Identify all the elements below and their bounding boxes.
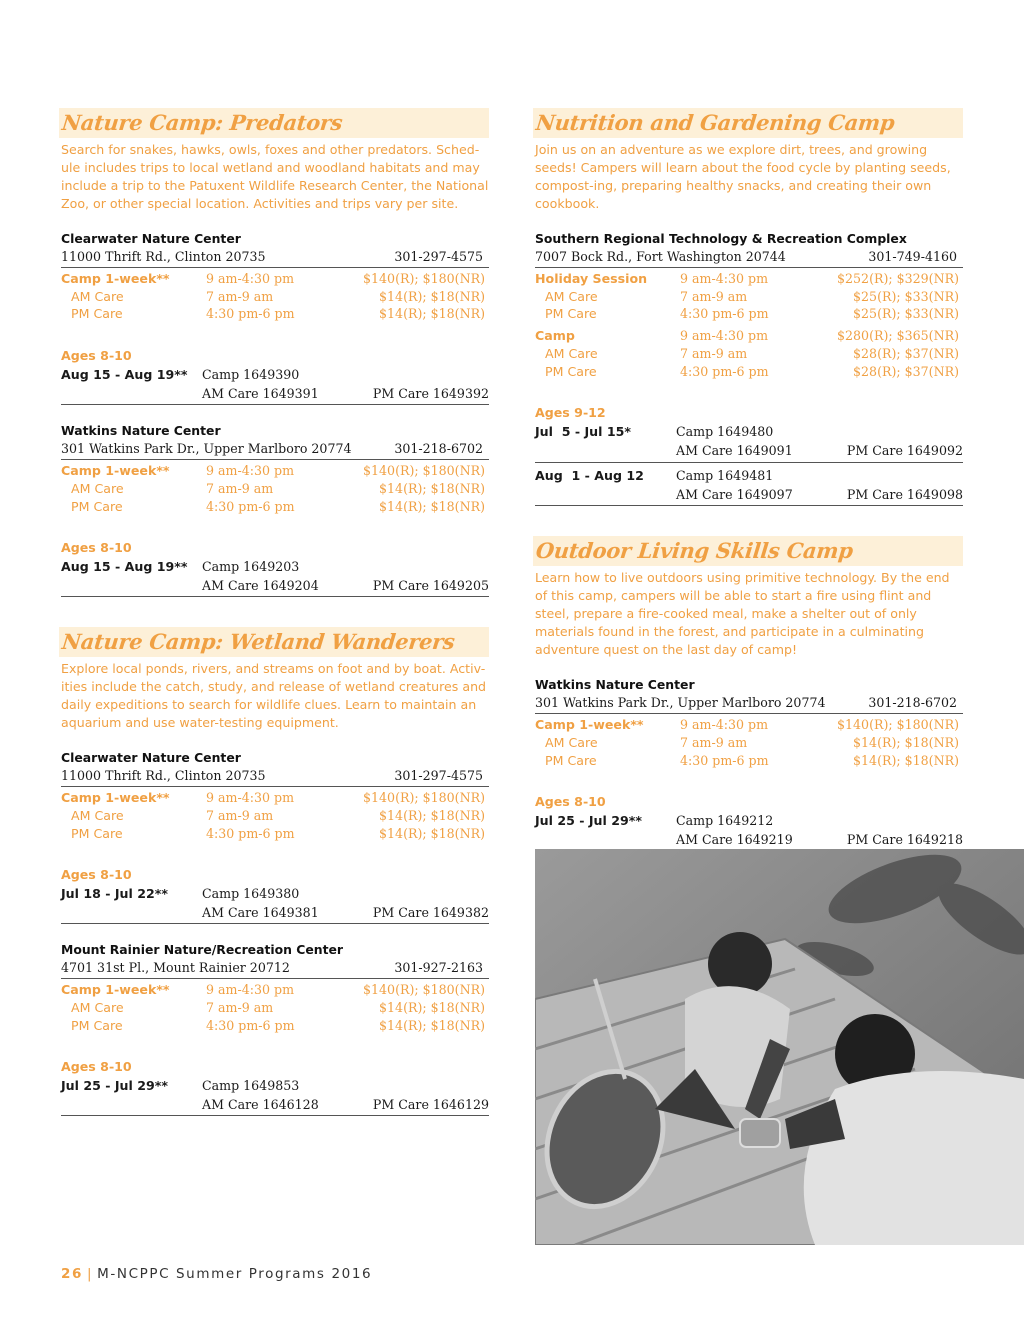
camp-code: Camp 1649481	[676, 468, 774, 484]
phone: 301-297-4575	[394, 768, 483, 784]
schedule-row	[535, 752, 963, 770]
schedule-price: $14(R); $18(NR)	[379, 1017, 485, 1033]
phone: 301-218-6702	[868, 695, 957, 711]
schedule-time: 4:30 pm-6 pm	[206, 498, 295, 514]
schedule-price: $14(R); $18(NR)	[379, 1000, 485, 1016]
camp-code: Camp 1649480	[676, 424, 774, 440]
section-title: Nature Camp: Predators	[60, 110, 344, 135]
location-name: Mount Rainier Nature/Recreation Center	[61, 942, 344, 958]
age-range: Ages 8-10	[61, 867, 132, 883]
session-row	[61, 1076, 489, 1095]
footer-separator: |	[87, 1266, 94, 1282]
schedule-price: $25(R); $33(NR)	[853, 306, 959, 322]
schedule-time: 4:30 pm-6 pm	[206, 825, 295, 841]
schedule-label: AM Care	[71, 1000, 124, 1016]
schedule-price: $280(R); $365(NR)	[837, 328, 959, 344]
schedule-row	[61, 462, 489, 480]
schedule-row	[61, 498, 489, 516]
session-block	[535, 811, 963, 851]
age-range: Ages 9-12	[535, 405, 606, 421]
session-row	[61, 384, 489, 403]
age-range: Ages 8-10	[61, 1059, 132, 1075]
location-block	[61, 749, 489, 924]
pm-care-code: PM Care 1649205	[372, 578, 489, 594]
phone: 301-297-4575	[394, 249, 483, 264]
schedule-price: $14(R); $18(NR)	[853, 734, 959, 750]
schedule-price: $140(R); $180(NR)	[363, 463, 485, 479]
schedule-time: 9 am-4:30 pm	[206, 271, 295, 286]
schedule-time: 7 am-9 am	[680, 288, 748, 304]
page-number: 26	[61, 1266, 83, 1282]
schedule-time: 4:30 pm-6 pm	[680, 306, 769, 322]
schedule-table	[61, 462, 489, 515]
session-row	[61, 365, 489, 384]
schedule-table	[61, 270, 489, 323]
section-banner	[59, 108, 489, 138]
schedule-price: $14(R); $18(NR)	[379, 480, 485, 496]
session-row	[535, 466, 963, 485]
schedule-label: Camp 1-week**	[61, 463, 170, 479]
schedule-row	[61, 288, 489, 306]
section-description: Explore local ponds, rivers, and streams on foot and by boat. Activ-ities include the catch, study, and release of wetland creatures and daily expeditions to search for wildlife clues. Learn to maintain an aquarium and use water-testing equipment.	[61, 661, 487, 731]
session-row	[535, 441, 963, 460]
schedule-price: $140(R); $180(NR)	[363, 271, 485, 286]
address-row	[535, 248, 963, 268]
camp-code: Camp 1649390	[202, 367, 300, 383]
age-range: Ages 8-10	[61, 348, 132, 364]
schedule-time: 9 am-4:30 pm	[680, 717, 769, 733]
address-row	[535, 694, 963, 714]
pm-care-code: PM Care 1646129	[372, 1097, 489, 1113]
schedule-label: Camp 1-week**	[61, 790, 170, 806]
session-row	[61, 884, 489, 903]
schedule-table	[61, 981, 489, 1034]
schedule-row	[61, 1017, 489, 1035]
schedule-time: 4:30 pm-6 pm	[680, 363, 769, 379]
pm-care-code: PM Care 1649382	[372, 905, 489, 921]
am-care-code: AM Care 1649219	[676, 832, 793, 848]
session-row	[61, 576, 489, 595]
schedule-label: PM Care	[71, 1017, 123, 1033]
address-row	[61, 767, 489, 787]
section-title: Nature Camp: Wetland Wanderers	[60, 629, 456, 655]
campers-photo	[535, 849, 1024, 1245]
session-block	[535, 422, 963, 463]
pm-care-code: PM Care 1649092	[846, 443, 963, 459]
schedule-table	[535, 270, 963, 380]
am-care-code: AM Care 1649204	[202, 578, 319, 594]
section-title: Nutrition and Gardening Camp	[534, 110, 896, 135]
session-block	[61, 884, 489, 924]
schedule-row	[61, 825, 489, 843]
schedule-label: Camp 1-week**	[61, 271, 170, 286]
schedule-price: $14(R); $18(NR)	[379, 807, 485, 823]
session-block	[535, 466, 963, 506]
location-block	[61, 941, 489, 1116]
session-row	[535, 485, 963, 504]
phone: 301-749-4160	[868, 249, 957, 264]
schedule-row	[61, 305, 489, 323]
section-banner	[533, 536, 963, 566]
schedule-label: Camp 1-week**	[61, 982, 170, 998]
location-block	[61, 230, 489, 405]
age-range: Ages 8-10	[535, 794, 606, 810]
section-banner	[533, 108, 963, 138]
session-row	[61, 903, 489, 922]
schedule-time: 7 am-9 am	[680, 345, 748, 361]
section-description: Search for snakes, hawks, owls, foxes and other predators. Sched-ule includes trips to local wetland and woodland habitats and may include a trip to the Patuxent Wildlife Research Center, the National Zoo, or other special location. Activities and trips vary per site.	[61, 142, 489, 211]
publication-title: M-NCPPC Summer Programs 2016	[97, 1266, 373, 1282]
schedule-table	[535, 716, 963, 769]
address: 11000 Thrift Rd., Clinton 20735	[61, 249, 266, 264]
pm-care-code: PM Care 1649098	[846, 487, 963, 503]
am-care-code: AM Care 1646128	[202, 1097, 319, 1113]
schedule-label: Camp 1-week**	[535, 717, 644, 733]
schedule-time: 4:30 pm-6 pm	[206, 306, 295, 322]
schedule-price: $140(R); $180(NR)	[837, 717, 959, 733]
schedule-time: 9 am-4:30 pm	[680, 328, 769, 344]
age-range: Ages 8-10	[61, 540, 132, 556]
section-description: Join us on an adventure as we explore dirt, trees, and growing seeds! Campers will learn about the food cycle by planting seeds, compost-ing, preparing healthy snacks, and creating their own cookbook.	[535, 142, 951, 211]
camp-code: Camp 1649212	[676, 813, 774, 829]
session-row	[61, 1095, 489, 1114]
session-row	[535, 830, 963, 849]
schedule-row	[61, 480, 489, 498]
schedule-label: PM Care	[71, 498, 123, 514]
schedule-price: $25(R); $33(NR)	[853, 288, 959, 304]
section-banner	[59, 627, 489, 657]
location-name: Watkins Nature Center	[535, 677, 695, 693]
schedule-label: PM Care	[545, 752, 597, 768]
address: 301 Watkins Park Dr., Upper Marlboro 20774	[61, 441, 352, 457]
schedule-row	[535, 734, 963, 752]
schedule-price: $14(R); $18(NR)	[379, 306, 485, 322]
schedule-label: Camp	[535, 328, 575, 344]
am-care-code: AM Care 1649097	[676, 487, 793, 503]
session-block	[61, 1076, 489, 1116]
schedule-label: AM Care	[545, 734, 598, 750]
schedule-row	[61, 789, 489, 807]
session-dates: Aug 1 - Aug 12	[535, 468, 644, 484]
schedule-time: 9 am-4:30 pm	[206, 982, 295, 998]
schedule-time: 4:30 pm-6 pm	[680, 752, 769, 768]
schedule-row	[535, 716, 963, 734]
location-name: Clearwater Nature Center	[61, 231, 241, 246]
schedule-label: AM Care	[71, 807, 124, 823]
location-name: Southern Regional Technology & Recreation Complex	[535, 231, 907, 246]
schedule-table	[61, 789, 489, 842]
schedule-row	[535, 305, 963, 323]
schedule-time: 7 am-9 am	[680, 734, 748, 750]
phone: 301-927-2163	[394, 960, 483, 976]
phone: 301-218-6702	[394, 441, 483, 457]
am-care-code: AM Care 1649391	[202, 386, 319, 402]
schedule-label: AM Care	[71, 480, 124, 496]
schedule-row	[61, 981, 489, 999]
section-title: Outdoor Living Skills Camp	[534, 538, 855, 564]
location-name: Clearwater Nature Center	[61, 750, 241, 766]
schedule-row	[535, 270, 963, 288]
session-dates: Aug 15 - Aug 19**	[61, 367, 188, 383]
session-dates: Jul 18 - Jul 22**	[61, 886, 168, 902]
schedule-label: PM Care	[71, 306, 123, 322]
schedule-time: 7 am-9 am	[206, 807, 274, 823]
address-row	[61, 248, 489, 268]
location-block	[535, 230, 963, 506]
schedule-price: $14(R); $18(NR)	[379, 288, 485, 304]
address-row	[61, 959, 489, 979]
schedule-label: AM Care	[71, 288, 124, 304]
schedule-row	[61, 807, 489, 825]
schedule-price: $252(R); $329(NR)	[837, 271, 959, 286]
address: 7007 Bock Rd., Fort Washington 20744	[535, 249, 786, 264]
schedule-time: 9 am-4:30 pm	[206, 790, 295, 806]
schedule-row	[535, 345, 963, 363]
schedule-price: $14(R); $18(NR)	[379, 825, 485, 841]
schedule-row	[535, 288, 963, 306]
session-row	[61, 557, 489, 576]
session-block	[61, 365, 489, 405]
right-column	[535, 108, 963, 851]
session-row	[535, 811, 963, 830]
schedule-time: 9 am-4:30 pm	[206, 463, 295, 479]
address: 11000 Thrift Rd., Clinton 20735	[61, 768, 266, 784]
schedule-label: PM Care	[71, 825, 123, 841]
am-care-code: AM Care 1649381	[202, 905, 319, 921]
location-name: Watkins Nature Center	[61, 423, 221, 439]
schedule-row	[61, 270, 489, 288]
location-block	[61, 422, 489, 597]
location-block	[535, 676, 963, 851]
schedule-price: $14(R); $18(NR)	[379, 498, 485, 514]
camp-code: Camp 1649380	[202, 886, 300, 902]
address-row	[61, 440, 489, 460]
camp-code: Camp 1649853	[202, 1078, 300, 1094]
schedule-label: Holiday Session	[535, 271, 648, 286]
schedule-time: 4:30 pm-6 pm	[206, 1017, 295, 1033]
session-dates: Jul 25 - Jul 29**	[61, 1078, 168, 1094]
session-dates: Jul 5 - Jul 15*	[535, 424, 631, 440]
schedule-row	[61, 999, 489, 1017]
schedule-label: AM Care	[545, 345, 598, 361]
session-row	[535, 422, 963, 441]
left-column	[61, 108, 489, 1116]
page-footer	[61, 1266, 372, 1282]
camp-code: Camp 1649203	[202, 559, 300, 575]
schedule-price: $14(R); $18(NR)	[853, 752, 959, 768]
session-block	[61, 557, 489, 597]
section-description: Learn how to live outdoors using primitive technology. By the end of this camp, campers will be able to start a fire using flint and steel, prepare a fire-cooked meal, make a shelter out of only materials found in the forest, and participate in a culminating adventure quest on the last day of camp!	[535, 570, 950, 658]
pm-care-code: PM Care 1649392	[372, 386, 489, 402]
schedule-price: $28(R); $37(NR)	[853, 363, 959, 379]
schedule-time: 7 am-9 am	[206, 1000, 274, 1016]
schedule-time: 7 am-9 am	[206, 480, 274, 496]
address: 4701 31st Pl., Mount Rainier 20712	[61, 960, 290, 976]
schedule-label: PM Care	[545, 363, 597, 379]
schedule-price: $140(R); $180(NR)	[363, 982, 485, 998]
session-dates: Aug 15 - Aug 19**	[61, 559, 188, 575]
schedule-time: 7 am-9 am	[206, 288, 274, 304]
schedule-label: AM Care	[545, 288, 598, 304]
schedule-time: 9 am-4:30 pm	[680, 271, 769, 286]
schedule-label: PM Care	[545, 306, 597, 322]
am-care-code: AM Care 1649091	[676, 443, 793, 459]
schedule-price: $140(R); $180(NR)	[363, 790, 485, 806]
schedule-price: $28(R); $37(NR)	[853, 345, 959, 361]
session-dates: Jul 25 - Jul 29**	[535, 813, 642, 829]
campers-photo-illustration	[535, 849, 1024, 1245]
pm-care-code: PM Care 1649218	[846, 832, 963, 848]
schedule-row	[535, 327, 963, 345]
address: 301 Watkins Park Dr., Upper Marlboro 20774	[535, 695, 826, 711]
schedule-row	[535, 363, 963, 381]
